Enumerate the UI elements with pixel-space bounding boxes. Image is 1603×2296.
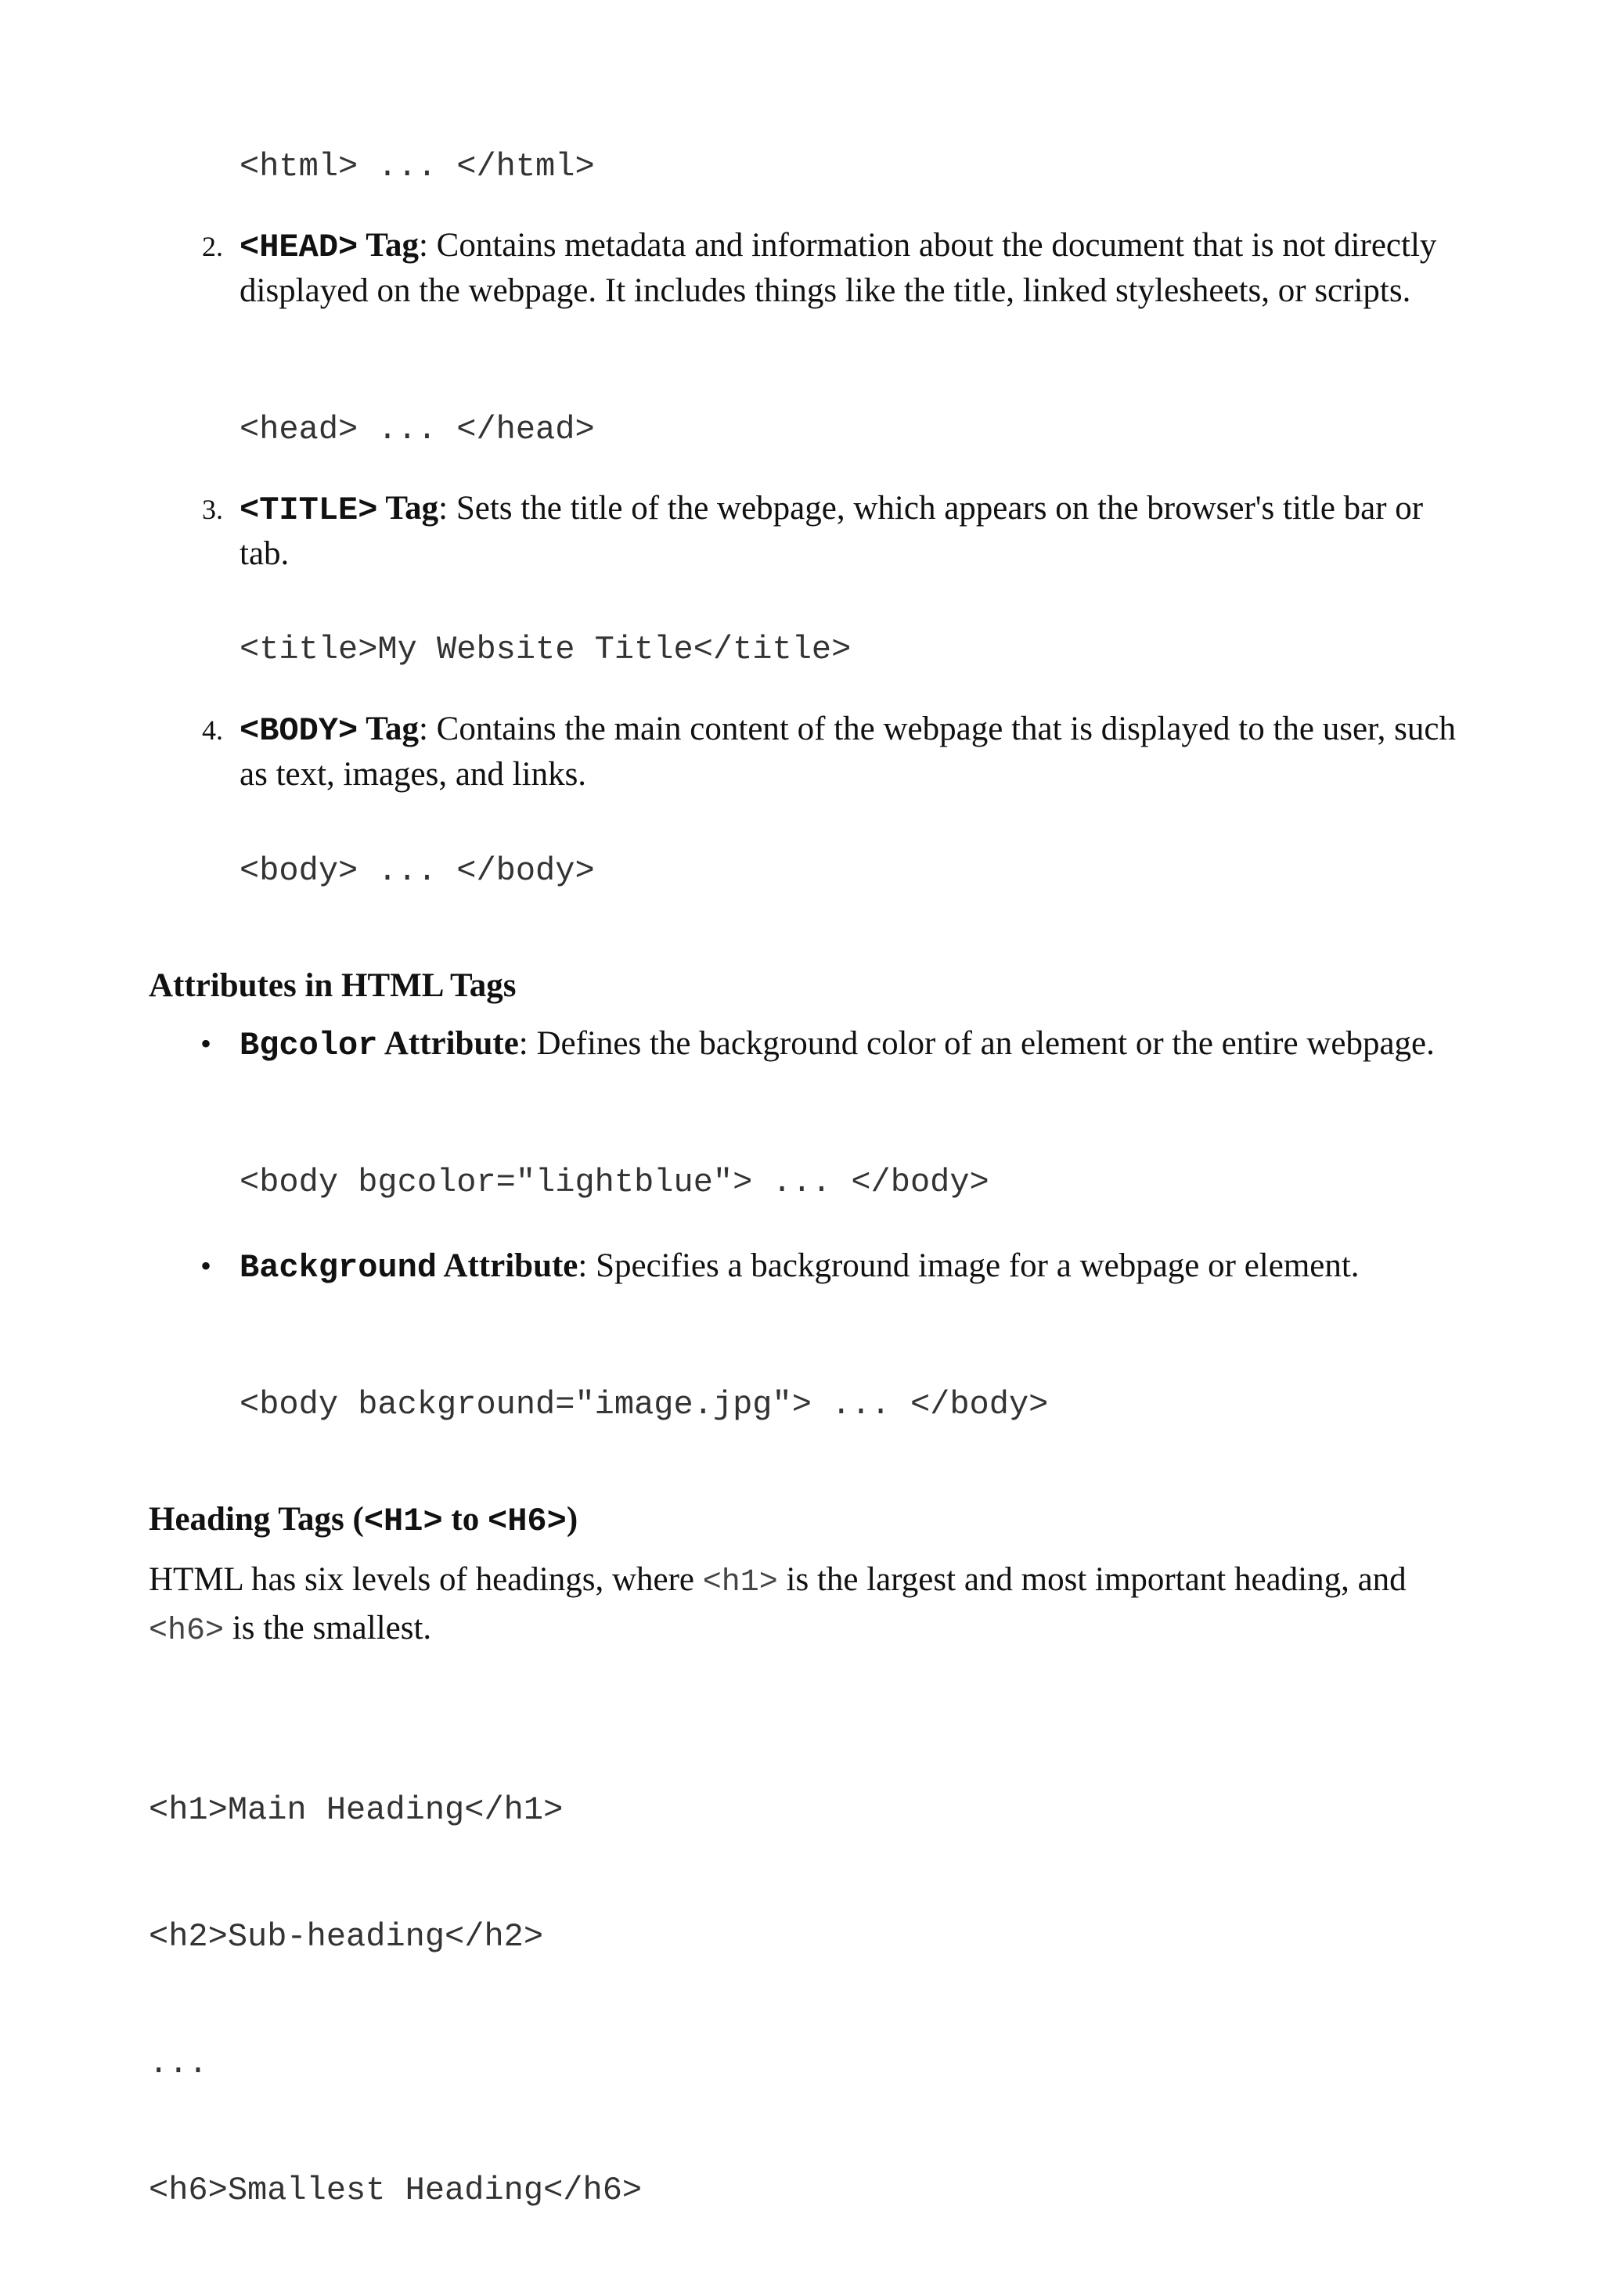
list-item-title-tag: 3. <TITLE> Tag: Sets the title of the webpage, which appears on the browser's title bar or tab. bbox=[240, 487, 1461, 576]
code-block-headings bbox=[149, 1704, 642, 2296]
tag-name: <H1> bbox=[363, 1502, 443, 1540]
bullet: • bbox=[200, 1248, 212, 1283]
code-body-tag: <body> ... </body> bbox=[240, 852, 595, 890]
tag-name: <TITLE> bbox=[240, 491, 378, 529]
section-heading-heading-tags: Heading Tags (<H1> to <H6>) bbox=[149, 1501, 578, 1540]
code-head-tag: <head> ... </head> bbox=[240, 411, 595, 448]
code-html-tag: <html> ... </html> bbox=[240, 148, 595, 185]
list-item-background-attribute: • Background Attribute: Specifies a background image for a webpage or element. bbox=[240, 1244, 1461, 1290]
attribute-word: Attribute bbox=[377, 1025, 519, 1062]
tag-name: <BODY> bbox=[240, 712, 358, 750]
code-line: ... bbox=[149, 2045, 208, 2082]
item-description: Contains the main content of the webpage that is displayed to the user, such as text, images, and links. bbox=[240, 711, 1456, 793]
tag-name: <HEAD> bbox=[240, 229, 358, 266]
tag-word: Tag bbox=[358, 711, 419, 747]
code-bgcolor-attribute: <body bgcolor="lightblue"> ... </body> bbox=[240, 1164, 989, 1201]
tag-word: Tag bbox=[358, 227, 419, 264]
list-number: 3. bbox=[202, 494, 223, 525]
code-line: <h6>Smallest Heading</h6> bbox=[149, 2172, 643, 2209]
heading-tags-paragraph: HTML has six levels of headings, where <h1> is the largest and most important heading, and <h6> is the smallest. bbox=[149, 1561, 1407, 1649]
tag-word: Tag bbox=[377, 490, 439, 527]
inline-code: <h1> bbox=[702, 1565, 778, 1600]
list-item-head-tag: 2. <HEAD> Tag: Contains metadata and information about the document that is not directly displayed on the webpage. It includes things like the title, linked stylesheets, or scripts. bbox=[240, 224, 1461, 313]
bullet: • bbox=[200, 1026, 212, 1061]
inline-code: <h6> bbox=[149, 1614, 225, 1649]
code-line: <h1>Main Heading</h1> bbox=[149, 1791, 564, 1829]
list-number: 2. bbox=[202, 231, 223, 262]
attribute-name: Background bbox=[240, 1249, 438, 1287]
code-background-attribute: <body background="image.jpg"> ... </body> bbox=[240, 1386, 1049, 1423]
item-description: Sets the title of the webpage, which appears on the browser's title bar or tab. bbox=[240, 490, 1424, 572]
list-number: 4. bbox=[202, 714, 223, 746]
code-title-tag: <title>My Website Title</title> bbox=[240, 631, 852, 668]
tag-name: <H6> bbox=[487, 1502, 567, 1540]
list-item-body-tag: 4. <BODY> Tag: Contains the main content of the webpage that is displayed to the user, such as text, images, and links. bbox=[240, 707, 1461, 797]
item-description: Defines the background color of an element or the entire webpage. bbox=[528, 1025, 1435, 1062]
attribute-word: Attribute bbox=[437, 1247, 578, 1284]
item-description: Contains metadata and information about the document that is not directly displayed on the webpage. It includes things like the title, linked stylesheets, or scripts. bbox=[240, 227, 1437, 309]
section-heading-attributes: Attributes in HTML Tags bbox=[149, 967, 517, 1004]
list-item-bgcolor-attribute: • Bgcolor Attribute: Defines the background color of an element or the entire webpage. bbox=[240, 1022, 1461, 1067]
attribute-name: Bgcolor bbox=[240, 1027, 378, 1064]
item-description: Specifies a background image for a webpage or element. bbox=[587, 1247, 1360, 1284]
code-line: <h2>Sub-heading</h2> bbox=[149, 1918, 544, 1956]
